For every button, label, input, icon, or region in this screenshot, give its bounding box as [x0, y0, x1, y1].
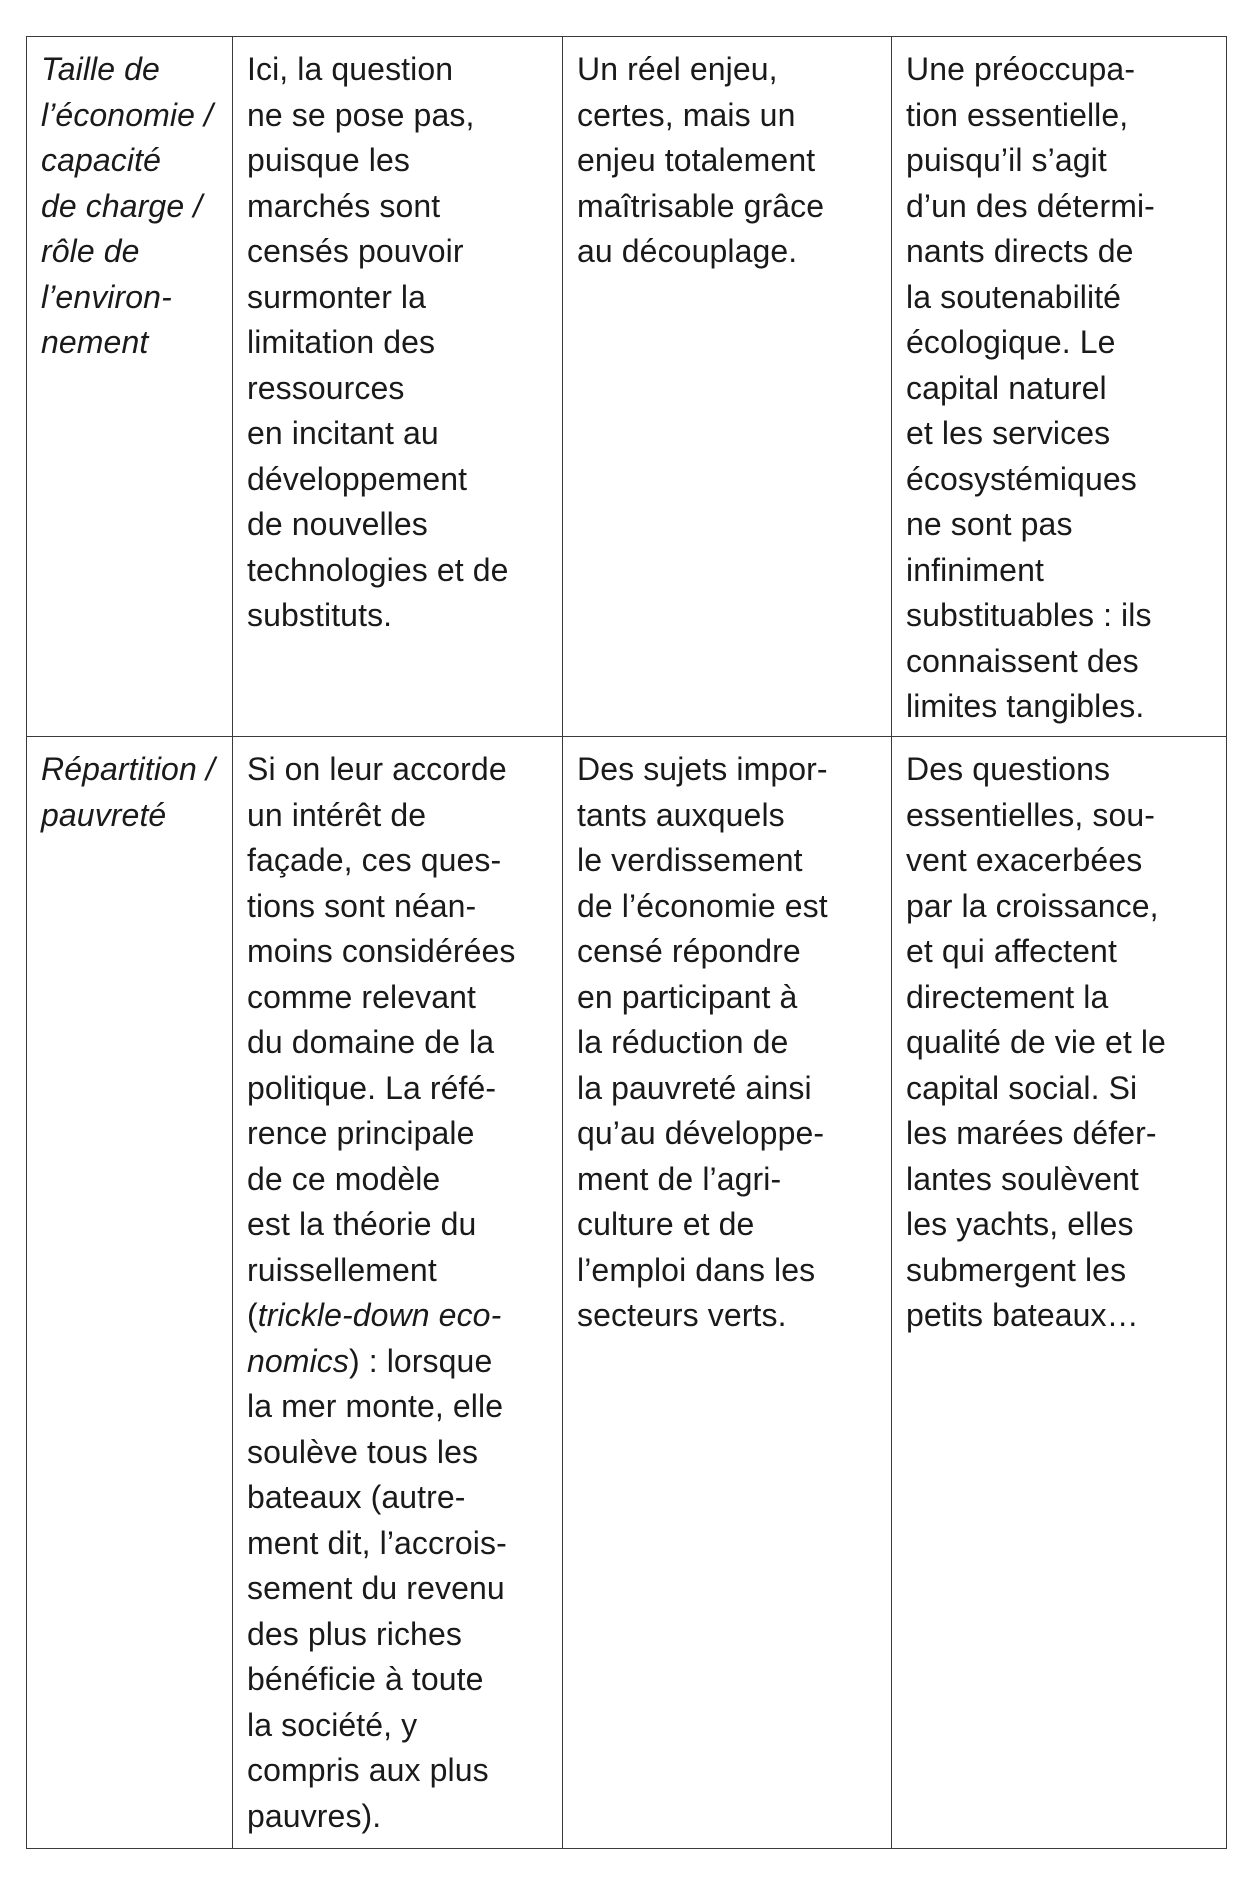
text-line: les marées défer- [906, 1115, 1157, 1151]
text-line: Des sujets impor- [577, 751, 828, 787]
table-row [27, 37, 1227, 737]
text-line: l’emploi dans les [577, 1251, 816, 1288]
text-line: connaissent des [906, 642, 1139, 679]
text-line [247, 1293, 552, 1339]
text-line: lantes soulèvent [906, 1160, 1139, 1197]
text-line: submergent les [906, 1251, 1127, 1288]
row-header-cell [27, 37, 233, 737]
text-line: rence principale [247, 1115, 475, 1151]
text-line: Répartition / [41, 751, 215, 787]
text-line: puisqu’il s’agit [906, 142, 1107, 178]
text-line: de l’économie est [577, 887, 828, 924]
text-line: Un réel enjeu, [577, 51, 778, 87]
text-line: ne sont pas [906, 506, 1073, 542]
text-line: moins considérées [247, 933, 516, 969]
cell-lines-before [247, 747, 552, 1293]
text-line: tions sont néan- [247, 887, 477, 924]
text-line: tion essentielle, [906, 96, 1129, 133]
text-line: écosystémiques [906, 460, 1137, 497]
text-line: censé répondre [577, 933, 801, 969]
text-line [247, 1339, 552, 1385]
text-line: la réduction de [577, 1024, 789, 1060]
text-line: et les services [906, 415, 1111, 451]
text-line: est la théorie du [247, 1206, 477, 1242]
table-cell [563, 737, 892, 1849]
text-line: ne se pose pas, [247, 96, 475, 133]
text-line: Taille de [41, 51, 160, 87]
text-line: substituables : ils [906, 597, 1152, 633]
text-line: infiniment [906, 551, 1044, 588]
text-line: ment de l’agri- [577, 1160, 782, 1197]
text-line: façade, ces ques- [247, 842, 502, 878]
text-line: surmonter la [247, 278, 427, 315]
text-line: pauvres). [247, 1797, 382, 1834]
text-line: en participant à [577, 978, 798, 1015]
text-line: tants auxquels [577, 796, 785, 833]
text-line: la société, y [247, 1706, 418, 1743]
text-line: marchés sont [247, 187, 441, 224]
text-line: vent exacerbées [906, 842, 1143, 878]
text-line: et qui affectent [906, 933, 1117, 969]
text-line: culture et de [577, 1206, 755, 1242]
text-line: compris aux plus [247, 1752, 489, 1788]
text-line: directement la [906, 978, 1109, 1015]
text-line: substituts. [247, 597, 393, 633]
text-line: développement [247, 460, 468, 497]
text-line: rôle de [41, 233, 140, 269]
text-line: puisque les [247, 142, 410, 178]
text-line: certes, mais un [577, 96, 796, 133]
text-line: ment dit, l’accrois- [247, 1524, 507, 1561]
text-line: des plus riches [247, 1615, 462, 1652]
paren-open: ( [247, 1297, 258, 1333]
table-cell [233, 37, 563, 737]
text-line: écologique. Le [906, 324, 1116, 360]
text-line: censés pouvoir [247, 233, 464, 269]
text-line: un intérêt de [247, 796, 427, 833]
text-line: ruissellement [247, 1251, 437, 1288]
text-line: capital social. Si [906, 1069, 1138, 1106]
table-row [27, 737, 1227, 1849]
text-line: d’un des détermi- [906, 187, 1155, 224]
text-line: enjeu totalement [577, 142, 816, 178]
text-line: soulève tous les [247, 1433, 479, 1470]
text-line: l’économie / [41, 96, 213, 133]
table-cell [892, 37, 1227, 737]
text-line: le verdissement [577, 842, 803, 878]
text-line: la pauvreté ainsi [577, 1069, 812, 1106]
text-line: pauvreté [41, 796, 167, 833]
text-line: essentielles, sou- [906, 796, 1156, 833]
text-line: par la croissance, [906, 887, 1159, 924]
text-fragment: ) : lorsque [348, 1342, 493, 1379]
text-line: l’environ- [41, 278, 172, 315]
comparison-table [26, 36, 1227, 1849]
text-line: du domaine de la [247, 1024, 495, 1060]
text-line: la soutenabilité [906, 278, 1122, 315]
text-line: capacité [41, 142, 161, 178]
text-line: politique. La réfé- [247, 1069, 497, 1106]
text-line: les yachts, elles [906, 1206, 1134, 1242]
table-cell [892, 737, 1227, 1849]
text-line: bateaux (autre- [247, 1479, 466, 1515]
text-line: au découplage. [577, 233, 798, 269]
text-line: bénéficie à toute [247, 1661, 484, 1697]
text-line: la mer monte, elle [247, 1388, 504, 1424]
text-line: secteurs verts. [577, 1297, 787, 1333]
table-cell [563, 37, 892, 737]
italic-term: trickle-down eco- [257, 1297, 502, 1333]
cell-lines-after [247, 1384, 552, 1839]
text-line: qu’au développe- [577, 1115, 825, 1151]
text-line: Des questions [906, 751, 1111, 787]
text-line: qualité de vie et le [906, 1024, 1166, 1060]
text-line: nement [41, 324, 149, 360]
text-line: Ici, la question [247, 51, 454, 87]
text-line: comme relevant [247, 978, 477, 1015]
text-line: de ce modèle [247, 1160, 441, 1197]
text-line: capital naturel [906, 369, 1107, 406]
text-line: limitation des [247, 324, 436, 360]
text-line: Si on leur accorde [247, 751, 507, 787]
table-cell [233, 737, 563, 1849]
text-line: limites tangibles. [906, 688, 1145, 724]
text-line: de nouvelles [247, 506, 428, 542]
italic-term: nomics [247, 1342, 349, 1379]
text-line: maîtrisable grâce [577, 187, 825, 224]
text-line: Une préoccupa- [906, 51, 1136, 87]
text-line: ressources [247, 369, 405, 406]
text-line: en incitant au [247, 415, 439, 451]
text-line: technologies et de [247, 551, 509, 588]
row-header-cell [27, 737, 233, 1849]
text-line: sement du revenu [247, 1570, 505, 1606]
text-line: nants directs de [906, 233, 1134, 269]
text-line: de charge / [41, 187, 203, 224]
text-line: petits bateaux… [906, 1297, 1139, 1333]
